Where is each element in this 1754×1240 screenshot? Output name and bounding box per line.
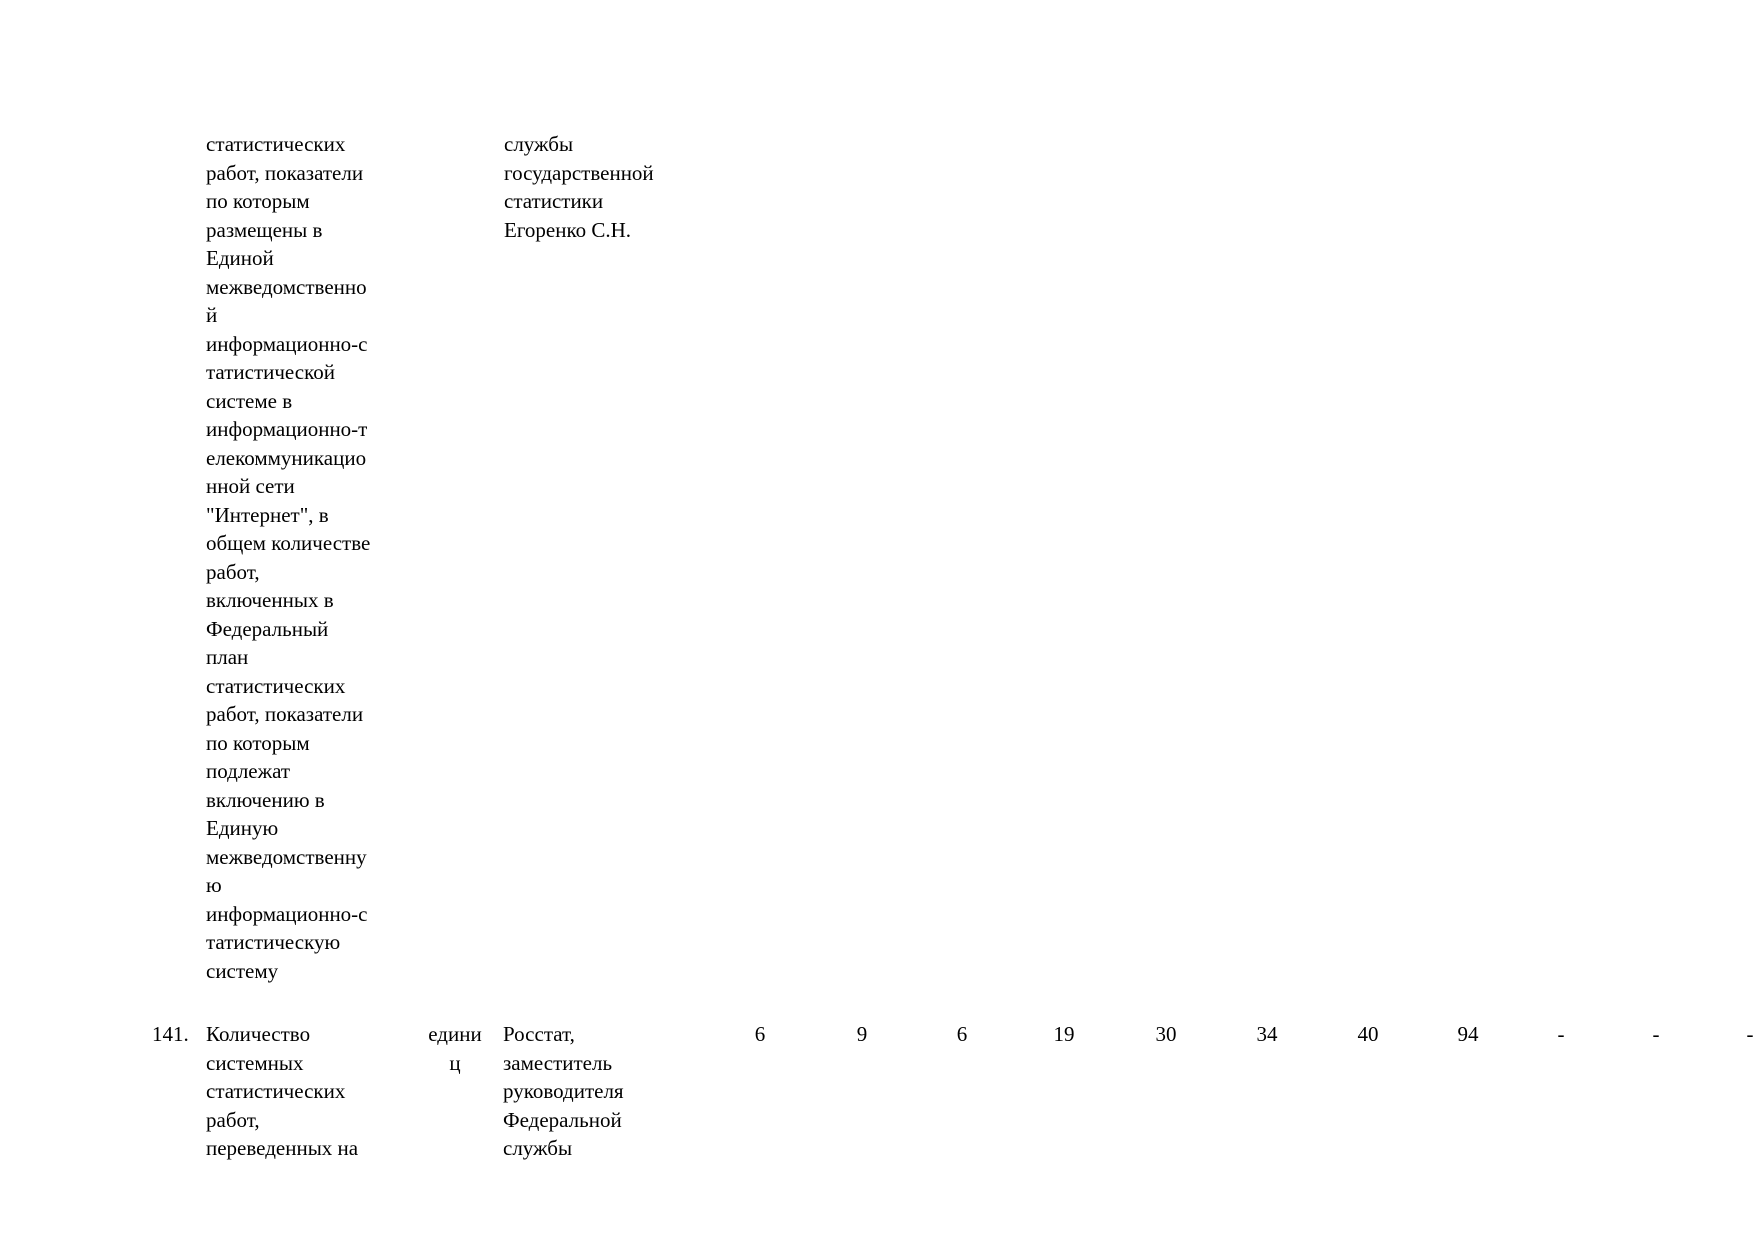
text-line: руководителя [503,1079,624,1103]
text-line: ю [206,873,222,897]
text-line: систему [206,958,279,983]
row-141-value-2018: 6 [754,1022,766,1046]
continuation-responsible-cell [504,130,694,244]
text-line: заместитель [503,1050,613,1075]
text-line: информационно-т [206,417,368,441]
text-line: включению в [206,787,325,812]
text-line: межведомственну [206,844,367,869]
text-line: Росстат, [503,1022,575,1046]
text-line: татистическую [206,930,341,954]
text-line: межведомственно [206,274,367,299]
text-line: нной сети [206,474,295,498]
text-line: системных [206,1050,304,1075]
text-line: работ, показатели [206,160,364,185]
text-line: татистической [206,360,335,384]
text-line: Егоренко С.Н. [504,217,632,242]
text-line: размещены в [206,217,323,242]
row-141-value-2025: 94 [1457,1022,1479,1046]
text-line: информационно-с [206,901,368,926]
text-line: общем количестве [206,531,371,555]
text-line: по которым [206,730,310,755]
text-line: й [206,303,218,327]
text-line: по которым [206,189,310,213]
row-141-value-dash-2: - [1652,1022,1660,1046]
continuation-indicator-cell [206,130,421,985]
row-141-value-2020: 6 [956,1022,968,1046]
row-141-value-dash-3: - [1746,1022,1754,1046]
row-141-value-2022: 30 [1155,1022,1177,1046]
row-141-values-row [0,1020,1754,1049]
text-line: "Интернет", в [206,502,329,527]
text-line: статистических [206,1079,346,1103]
text-line: службы [503,1136,573,1160]
text-line: Федеральный [206,616,329,641]
text-line: статистических [206,132,346,156]
text-line: переведенных на [206,1136,359,1160]
text-line: работ, [206,1107,260,1132]
row-141-value-2023: 34 [1256,1022,1278,1046]
row-141-value-dash-1: - [1557,1022,1565,1046]
text-line: включенных в [206,588,334,612]
text-line: статистики [504,189,604,213]
text-line: информационно-с [206,331,368,356]
text-line: государственной [504,160,654,185]
text-line: статистических [206,673,346,698]
row-141-value-2024: 40 [1357,1022,1379,1046]
row-141-value-2021: 19 [1053,1022,1075,1046]
text-line: Единой [206,246,274,270]
text-line: Федеральной [503,1107,622,1132]
text-line: Единую [206,816,279,840]
text-line: план [206,645,249,669]
text-line: ц [449,1050,461,1075]
text-line: работ, показатели [206,702,364,726]
text-line: работ, [206,559,260,584]
text-line: едини [428,1022,482,1046]
text-line: системе в [206,388,293,413]
text-line: елекоммуникацио [206,445,367,470]
text-line: подлежат [206,759,291,783]
row-141-number-cell: 141. [152,1022,189,1046]
row-141-value-2019: 9 [856,1022,868,1046]
text-line: Количество [206,1022,311,1046]
text-line: службы [504,132,574,156]
